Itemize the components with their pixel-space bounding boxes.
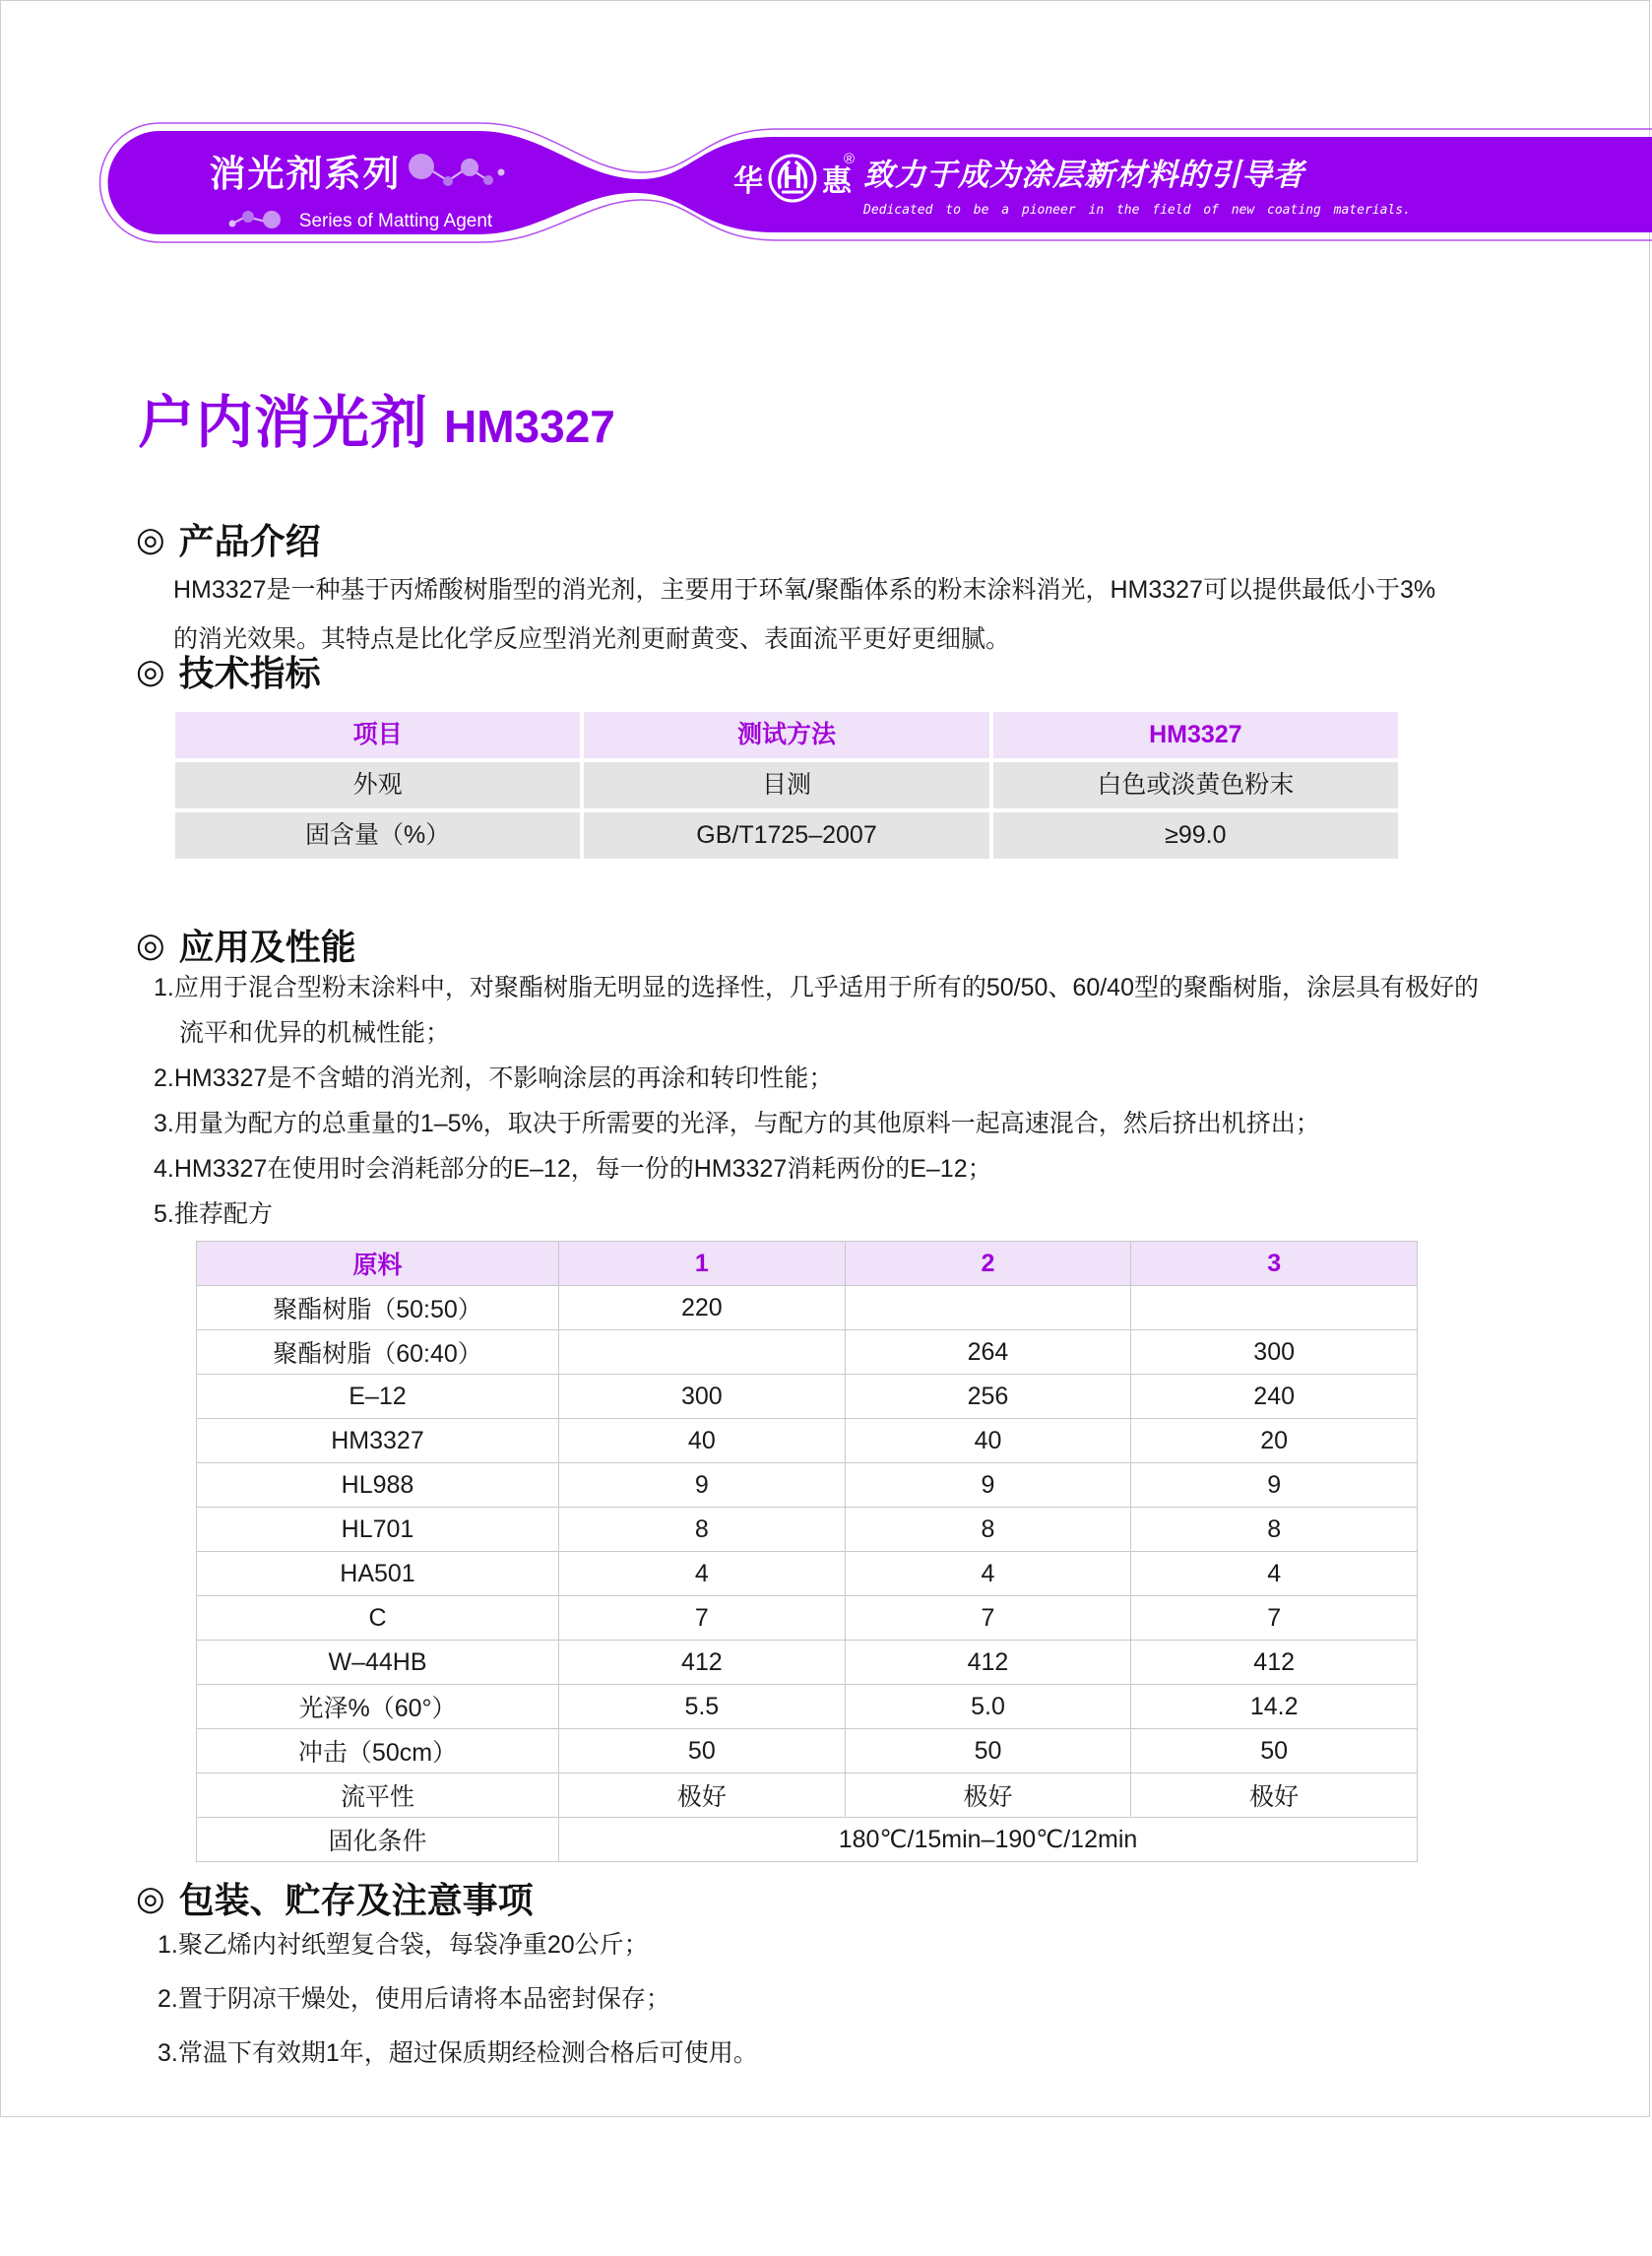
recipe-material-cell: C	[197, 1596, 559, 1641]
section-bullet-icon: ◎	[136, 520, 165, 558]
recipe-value-cell: 412	[1131, 1641, 1418, 1685]
packaging-item: 1.聚乙烯内衬纸塑复合袋，每袋净重20公斤；	[158, 1931, 649, 1959]
recipe-material-cell: 流平性	[197, 1773, 559, 1818]
recipe-value-cell: 50	[1131, 1729, 1418, 1773]
recipe-row	[197, 1641, 1418, 1685]
recipe-material-cell: E–12	[197, 1375, 559, 1419]
tech-table-row	[175, 812, 1398, 859]
recipe-value-cell: 300	[559, 1375, 846, 1419]
recipe-value-cell: 7	[845, 1596, 1131, 1641]
section-header-packaging	[136, 1873, 534, 1923]
recipe-material-cell: 冲击（50cm）	[197, 1729, 559, 1773]
recipe-header-cell: 原料	[197, 1242, 559, 1286]
recipe-material-cell: 聚酯树脂（60:40）	[197, 1330, 559, 1375]
recipe-value-cell: 4	[1131, 1552, 1418, 1596]
recipe-value-cell	[559, 1330, 846, 1375]
recipe-value-cell: 4	[559, 1552, 846, 1596]
recipe-value-cell	[845, 1286, 1131, 1330]
huahui-logo	[733, 152, 862, 205]
packaging-item: 2.置于阴凉干燥处，使用后请将本品密封保存；	[158, 1985, 670, 2013]
recipe-value-cell: 9	[1131, 1463, 1418, 1508]
recipe-value-cell: 5.5	[559, 1685, 846, 1729]
section-title-application: 应用及性能	[178, 927, 356, 967]
recipe-value-cell	[1131, 1286, 1418, 1330]
section-title-intro: 产品介绍	[178, 521, 321, 561]
recipe-header-cell: 3	[1131, 1242, 1418, 1286]
recipe-row	[197, 1330, 1418, 1375]
recipe-row	[197, 1463, 1418, 1508]
tech-table-cell: 目测	[584, 762, 988, 808]
recipe-row	[197, 1508, 1418, 1552]
tech-table	[175, 712, 1398, 863]
recipe-header-row	[197, 1242, 1418, 1286]
recipe-header-cell: 2	[845, 1242, 1131, 1286]
recipe-value-cell: 412	[845, 1641, 1131, 1685]
recipe-value-cell: 20	[1131, 1419, 1418, 1463]
application-item: 3.用量为配方的总重量的1–5%，取决于所需要的光泽，与配方的其他原料一起高速混合，然后挤出机挤出；	[154, 1110, 1320, 1137]
section-header-intro	[136, 514, 321, 564]
recipe-value-cell: 8	[1131, 1508, 1418, 1552]
recipe-material-cell: HL701	[197, 1508, 559, 1552]
recipe-material-cell: HA501	[197, 1552, 559, 1596]
application-item: 2.HM3327是不含蜡的消光剂，不影响涂层的再涂和转印性能；	[154, 1064, 834, 1092]
recipe-value-cell: 412	[559, 1641, 846, 1685]
recipe-value-cell: 极好	[845, 1773, 1131, 1818]
series-block	[118, 144, 601, 232]
recipe-header-cell: 1	[559, 1242, 846, 1286]
slogan-en: Dedicated to be a pioneer in the field of new coating materials.	[863, 203, 1411, 218]
recipe-value-cell: 5.0	[845, 1685, 1131, 1729]
recipe-value-cell: 极好	[559, 1773, 846, 1818]
recipe-material-cell: 光泽%（60°）	[197, 1685, 559, 1729]
huahui-emblem-icon	[766, 152, 819, 205]
slogan-block	[863, 150, 1411, 218]
recipe-value-cell: 300	[1131, 1330, 1418, 1375]
recipe-row	[197, 1596, 1418, 1641]
intro-paragraph: HM3327是一种基于丙烯酸树脂型的消光剂，主要用于环氧/聚酯体系的粉末涂料消光，HM3327可以提供最低小于3%的消光效果。其特点是比化学反应型消光剂更耐黄变、表面流平更好更细腻。	[173, 576, 1436, 653]
product-model: HM3327	[444, 401, 615, 452]
tech-table-row	[175, 762, 1398, 808]
section-bullet-icon: ◎	[136, 652, 165, 690]
recipe-row	[197, 1419, 1418, 1463]
recipe-value-cell: 264	[845, 1330, 1131, 1375]
molecule-dots-icon	[226, 205, 291, 230]
recipe-row	[197, 1375, 1418, 1419]
registered-trademark-icon: ®	[844, 150, 856, 167]
application-item: 4.HM3327在使用时会消耗部分的E–12，每一份的HM3327消耗两份的E–12；	[154, 1155, 992, 1183]
tech-table-cell: 白色或淡黄色粉末	[993, 762, 1398, 808]
recipe-value-cell: 7	[1131, 1596, 1418, 1641]
recipe-material-cell: HM3327	[197, 1419, 559, 1463]
tech-table-header-cell: 测试方法	[584, 712, 988, 758]
section-header-application	[136, 920, 356, 970]
recipe-material-cell: HL988	[197, 1463, 559, 1508]
packaging-item: 3.常温下有效期1年，超过保质期经检测合格后可使用。	[158, 2039, 758, 2067]
recipe-value-cell: 9	[559, 1463, 846, 1508]
section-title-tech: 技术指标	[178, 653, 321, 693]
page-title	[138, 376, 615, 459]
section-title-packaging: 包装、贮存及注意事项	[178, 1880, 534, 1920]
tech-table-cell: ≥99.0	[993, 812, 1398, 859]
application-item: 1.应用于混合型粉末涂料中，对聚酯树脂无明显的选择性，几乎适用于所有的50/50、60/40型的聚酯树脂，涂层具有极好的流平和优异的机械性能；	[154, 974, 1479, 1047]
tech-table-cell: 外观	[175, 762, 580, 808]
application-item: 5.推荐配方	[154, 1200, 273, 1228]
banner	[89, 116, 1652, 246]
product-name-zh: 户内消光剂	[138, 391, 429, 455]
recipe-value-cell: 40	[845, 1419, 1131, 1463]
recipe-footer-row	[197, 1818, 1418, 1862]
recipe-value-cell: 40	[559, 1419, 846, 1463]
recipe-value-cell: 极好	[1131, 1773, 1418, 1818]
series-title-en: Series of Matting Agent	[298, 211, 493, 231]
tech-table-header-cell: HM3327	[993, 712, 1398, 758]
recipe-row	[197, 1286, 1418, 1330]
series-title-zh: 消光剂系列	[209, 154, 402, 194]
logo-char-left: 华	[733, 165, 763, 198]
recipe-material-cell: 聚酯树脂（50:50）	[197, 1286, 559, 1330]
molecule-dots-icon	[408, 153, 510, 192]
recipe-row	[197, 1773, 1418, 1818]
recipe-value-cell: 4	[845, 1552, 1131, 1596]
recipe-value-cell: 7	[559, 1596, 846, 1641]
recipe-value-cell: 8	[559, 1508, 846, 1552]
recipe-value-cell: 8	[845, 1508, 1131, 1552]
application-list	[154, 965, 1500, 1237]
recipe-value-cell: 9	[845, 1463, 1131, 1508]
slogan-zh: 致力于成为涂层新材料的引导者	[863, 158, 1304, 193]
recipe-value-cell: 240	[1131, 1375, 1418, 1419]
tech-table-header-cell: 项目	[175, 712, 580, 758]
tech-table-body	[175, 762, 1398, 859]
recipe-value-cell: 50	[845, 1729, 1131, 1773]
packaging-list	[158, 1918, 758, 2081]
section-bullet-icon: ◎	[136, 1879, 165, 1917]
tech-table-cell: GB/T1725–2007	[584, 812, 988, 859]
recipe-value-cell: 256	[845, 1375, 1131, 1419]
recipe-row	[197, 1729, 1418, 1773]
recipe-row	[197, 1552, 1418, 1596]
recipe-value-cell: 50	[559, 1729, 846, 1773]
recipe-curing-cell: 180℃/15min–190℃/12min	[559, 1818, 1418, 1862]
tech-table-cell: 固含量（%）	[175, 812, 580, 859]
recipe-value-cell: 14.2	[1131, 1685, 1418, 1729]
logo-char-right: 惠	[822, 165, 852, 198]
recipe-body	[197, 1286, 1418, 1818]
recipe-material-cell: W–44HB	[197, 1641, 559, 1685]
recipe-material-cell: 固化条件	[197, 1818, 559, 1862]
tech-table-header-row	[175, 712, 1398, 758]
recipe-table	[196, 1241, 1418, 1862]
section-bullet-icon: ◎	[136, 926, 165, 964]
recipe-row	[197, 1685, 1418, 1729]
section-header-tech	[136, 646, 321, 696]
recipe-value-cell: 220	[559, 1286, 846, 1330]
